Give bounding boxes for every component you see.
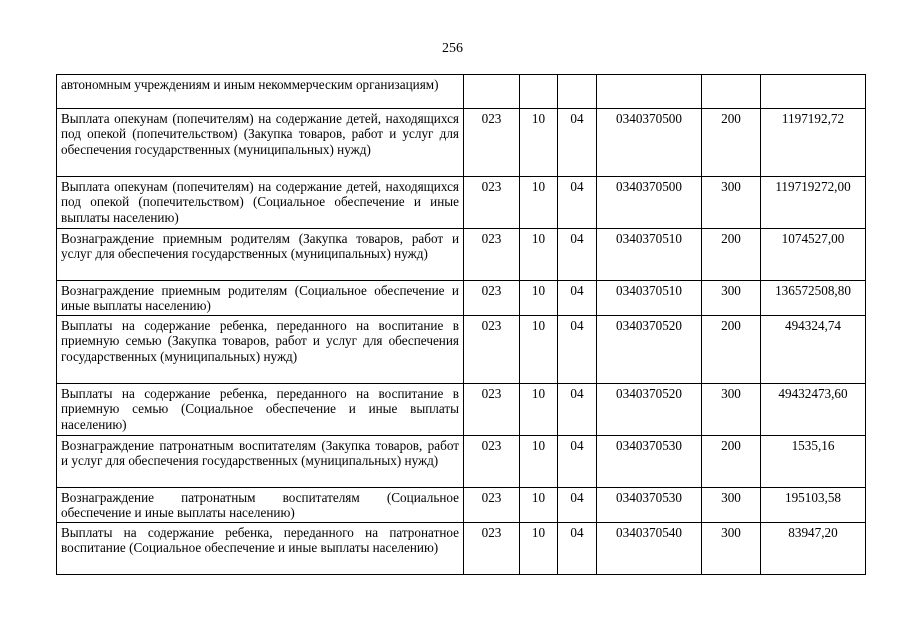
row-target-article: 0340370500 [597, 109, 702, 177]
row-section-code: 10 [520, 281, 558, 316]
budget-table [56, 74, 866, 575]
row-target-article: 0340370530 [597, 488, 702, 523]
page-number: 256 [442, 41, 463, 56]
row-expense-type: 300 [702, 523, 761, 575]
table-row [57, 109, 866, 177]
row-amount: 1535,16 [761, 436, 866, 488]
row-description: Выплата опекунам (попечителям) на содержание детей, находящихся под опекой (попечительством) (Закупка товаров, работ и услуг для обеспечения государственных (муниципальных) нужд) [57, 109, 464, 177]
row-subsection-code [558, 75, 597, 109]
row-section-code: 10 [520, 436, 558, 488]
table-row [57, 523, 866, 575]
row-amount: 119719272,00 [761, 177, 866, 229]
row-expense-type: 200 [702, 436, 761, 488]
row-subsection-code: 04 [558, 177, 597, 229]
table-row [57, 384, 866, 436]
table-row [57, 436, 866, 488]
row-expense-type: 300 [702, 177, 761, 229]
row-subsection-code: 04 [558, 436, 597, 488]
row-ministry-code: 023 [464, 384, 520, 436]
row-subsection-code: 04 [558, 229, 597, 281]
row-target-article: 0340370500 [597, 177, 702, 229]
row-expense-type: 300 [702, 281, 761, 316]
row-subsection-code: 04 [558, 109, 597, 177]
row-description: Вознаграждение патронатным воспитателям (Закупка товаров, работ и услуг для обеспечения государственных (муниципальных) нужд) [57, 436, 464, 488]
row-subsection-code: 04 [558, 523, 597, 575]
row-target-article: 0340370520 [597, 384, 702, 436]
table-row [57, 75, 866, 109]
row-section-code: 10 [520, 488, 558, 523]
row-description: Выплаты на содержание ребенка, переданного на воспитание в приемную семью (Социальное обеспечение и иные выплаты населению) [57, 384, 464, 436]
row-section-code: 10 [520, 384, 558, 436]
row-amount: 1074527,00 [761, 229, 866, 281]
row-target-article: 0340370510 [597, 229, 702, 281]
row-section-code: 10 [520, 109, 558, 177]
row-description: автономным учреждениям и иным некоммерческим организациям) [57, 75, 464, 109]
row-amount: 49432473,60 [761, 384, 866, 436]
row-target-article [597, 75, 702, 109]
row-subsection-code: 04 [558, 281, 597, 316]
row-expense-type: 200 [702, 229, 761, 281]
row-amount [761, 75, 866, 109]
row-description: Выплата опекунам (попечителям) на содержание детей, находящихся под опекой (попечительством) (Социальное обеспечение и иные выплаты населению) [57, 177, 464, 229]
row-ministry-code: 023 [464, 436, 520, 488]
row-ministry-code: 023 [464, 281, 520, 316]
row-amount: 1197192,72 [761, 109, 866, 177]
table-row [57, 229, 866, 281]
row-ministry-code: 023 [464, 523, 520, 575]
row-target-article: 0340370540 [597, 523, 702, 575]
row-ministry-code: 023 [464, 316, 520, 384]
row-expense-type: 200 [702, 316, 761, 384]
row-subsection-code: 04 [558, 488, 597, 523]
row-target-article: 0340370530 [597, 436, 702, 488]
table-row [57, 177, 866, 229]
row-section-code: 10 [520, 316, 558, 384]
row-description: Вознаграждение патронатным воспитателям (Социальное обеспечение и иные выплаты населению) [57, 488, 464, 523]
row-description: Выплаты на содержание ребенка, переданного на воспитание в приемную семью (Закупка товаров, работ и услуг для обеспечения государственных (муниципальных) нужд) [57, 316, 464, 384]
row-ministry-code: 023 [464, 229, 520, 281]
row-expense-type: 300 [702, 384, 761, 436]
row-ministry-code: 023 [464, 488, 520, 523]
row-amount: 83947,20 [761, 523, 866, 575]
row-subsection-code: 04 [558, 316, 597, 384]
row-target-article: 0340370510 [597, 281, 702, 316]
row-section-code [520, 75, 558, 109]
row-ministry-code: 023 [464, 109, 520, 177]
row-target-article: 0340370520 [597, 316, 702, 384]
table-row [57, 316, 866, 384]
row-amount: 494324,74 [761, 316, 866, 384]
row-section-code: 10 [520, 523, 558, 575]
row-description: Выплаты на содержание ребенка, переданного на патронатное воспитание (Социальное обеспечение и иные выплаты населению) [57, 523, 464, 575]
row-section-code: 10 [520, 177, 558, 229]
row-ministry-code [464, 75, 520, 109]
row-ministry-code: 023 [464, 177, 520, 229]
table-row [57, 281, 866, 316]
row-description: Вознаграждение приемным родителям (Закупка товаров, работ и услуг для обеспечения государственных (муниципальных) нужд) [57, 229, 464, 281]
row-amount: 136572508,80 [761, 281, 866, 316]
table-row [57, 488, 866, 523]
row-section-code: 10 [520, 229, 558, 281]
row-expense-type: 300 [702, 488, 761, 523]
row-expense-type: 200 [702, 109, 761, 177]
row-amount: 195103,58 [761, 488, 866, 523]
row-description: Вознаграждение приемным родителям (Социальное обеспечение и иные выплаты населению) [57, 281, 464, 316]
row-subsection-code: 04 [558, 384, 597, 436]
row-expense-type [702, 75, 761, 109]
